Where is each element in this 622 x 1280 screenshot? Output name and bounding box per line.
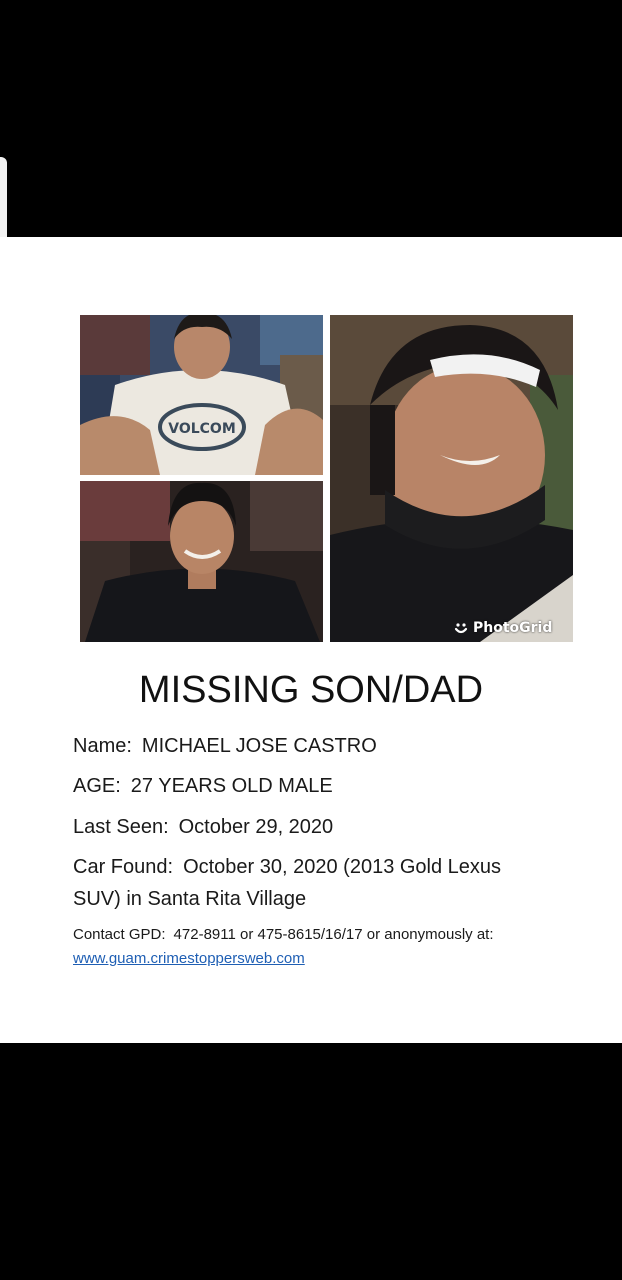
photo-headband <box>330 315 573 642</box>
smile-icon <box>454 621 468 635</box>
contact-label: Contact GPD: <box>73 926 166 943</box>
photogrid-watermark <box>454 619 552 637</box>
shirt-logo-text: VOLCOM <box>168 421 236 437</box>
bottom-letterbox <box>0 1043 622 1280</box>
age-label: AGE: <box>73 775 121 797</box>
age-line <box>73 775 333 798</box>
car-found-value: October 30, 2020 (2013 Gold Lexus <box>183 856 502 878</box>
car-found-line <box>73 856 501 879</box>
photo-black-shirt <box>80 481 323 642</box>
name-value: MICHAEL JOSE CASTRO <box>141 735 377 757</box>
flyer-headline: MISSING SON/DAD <box>138 669 484 711</box>
last-seen-label: Last Seen: <box>73 816 169 838</box>
contact-value: 472-8911 or 475-8615/16/17 or anonymously at: <box>173 926 494 943</box>
last-seen-value: October 29, 2020 <box>178 816 334 838</box>
crimestoppers-link[interactable]: www.guam.crimestoppersweb.com <box>73 950 305 967</box>
last-seen-line <box>73 816 333 839</box>
name-label: Name: <box>73 735 132 757</box>
top-letterbox <box>0 0 622 237</box>
contact-line <box>73 926 494 943</box>
photo-white-shirt <box>80 315 323 475</box>
car-found-line-continued: SUV) in Santa Rita Village <box>73 888 307 910</box>
missing-person-flyer <box>0 237 622 1043</box>
name-line <box>73 735 377 758</box>
car-found-label: Car Found: <box>73 856 174 878</box>
age-value: 27 YEARS OLD MALE <box>130 775 333 797</box>
watermark-text: PhotoGrid <box>473 620 553 636</box>
